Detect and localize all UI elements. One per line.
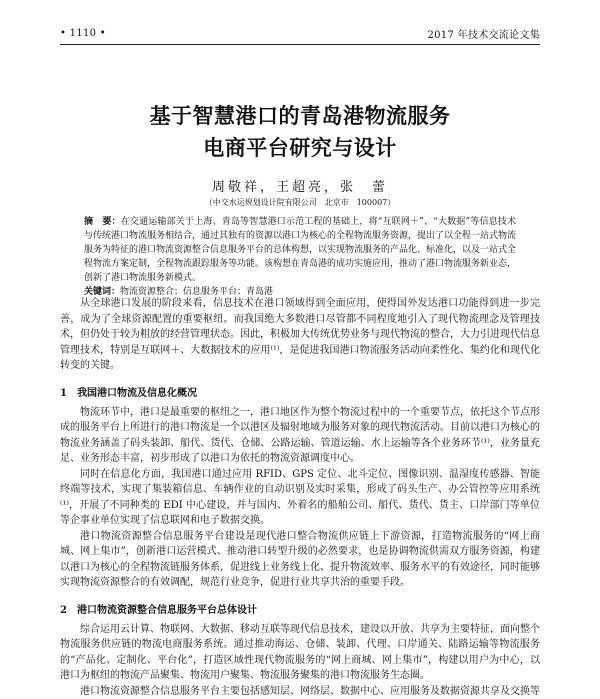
intro-paragraph: 从全球港口发展的阶段来看，信息技术在港口领域得到全面应用，使得国外发达港口功能得到进一步完善，成为了全球资源配置的重要枢纽。而我国绝大多数港口尽管都不同程度地引入了现代物流理念及管理技术，但仍处于较为粗放的经营管理状态。因此，积极加大传统优势业务与现代物流的整合，大力引进现代信息管理技术，特别是互联网＋、大数据技术的应用⁽¹⁾，是促进我国港口物流服务活动向柔性化、集约化和现代化转变的关键。 xyxy=(60,296,540,374)
section-1-paragraph: 物流环节中，港口是最重要的枢纽之一，港口地区作为整个物流过程中的一个重要节点，依托这个节点形成的服务平台上所进行的港口物流是一个以港区及辐射地域为服务对象的现代物流活动。目前以港口为核心的物流业务涵盖了码头装卸、船代、货代、仓储、公路运输、管道运输、水上运输等各个业务环节⁽¹⁾，业务量充足、业务形态丰富，初步形成了以港口为依托的物流资源调度中心。 xyxy=(60,405,540,467)
section-1-paragraph: 同时在信息化方面，我国港口通过应用 RFID、GPS 定位、北斗定位、图像识别、温湿度传感器、智能终端等技术，实现了集装箱信息、车辆作业的自动识别及实时采集，形成了码头生产、办公管控等应用系统⁽¹⁾，开展了不同种类的 EDI 中心建设，并与国内、外着名的船舶公司、船代、货代、货主、口岸部门等单位等企事业单位实现了信息联网和电子数据交换。 xyxy=(60,467,540,529)
section-2-heading: 2 港口物流资源整合信息服务平台总体设计 xyxy=(60,603,540,618)
page-number: • 1110 • xyxy=(60,28,106,39)
keywords-label: 关键词： xyxy=(84,287,120,297)
title-line-2: 电商平台研究与设计 xyxy=(60,132,540,164)
affiliation: （中交水运规划设计院有限公司 北京市 100007） xyxy=(60,197,540,208)
title-line-1: 基于智慧港口的青岛港物流服务 xyxy=(60,100,540,132)
section-2-paragraph: 综合运用云计算、物联网、大数据、移动互联等现代信息技术，建设以开放、共享为主要特征，面向整个物流服务供应链的物流电商服务系统。通过推动海运、仓储、装卸、代理、口岸通关、陆路运输等物流服务的“产品化、定制化、平台化”，打造区域性现代物流服务的“网上商城、网上集市”，构建以用户为中心，以港口为枢纽的物流产品聚集、物流用户聚集、物流服务聚集的港口物流服务生态圈。 xyxy=(60,622,540,684)
abstract xyxy=(84,215,516,285)
section-1-paragraph: 港口物流资源整合信息服务平台建设是现代港口整合物流供应链上下游资源，打造物流服务的“网上商城、网上集市”，创新港口运营模式、推动港口转型升级的必然要求，也是协调物流供需双方服务资源，构建以港口为核心的全程物流链服务体系，促进线上业务线上化、提升物流效率、服务水平的有效途径，同时能够实现物流资源整合的有效调配，规范行业竞争，促进行业共享共治的重要手段。 xyxy=(60,529,540,591)
journal-name: 2017 年技术交流论文集 xyxy=(427,26,540,41)
abstract-text: 在交通运输部关于上海、青岛等智慧港口示范工程的基础上，将“互联网＋”、“大数据”等信息技术与传统港口物流服务相结合，通过其独有的资源以港口为核心的全程物流服务资源，提出了以全程一站式物流服务为特征的港口物流资源整合信息服务平台的总体构想，以实现物流服务的产品化、标准化，以及一站式全程物流方案定制，全程物流跟踪服务等功能。该构想在青岛港的成功实施应用，推动了港口物流服务新业态，创新了港口物流服务新模式。 xyxy=(84,217,516,283)
section-2-paragraph: 港口物流资源整合信息服务平台主要包括感知层、网络层、数据中心、应用服务及数据资源共享及交换等 xyxy=(60,684,540,699)
paper-title xyxy=(60,100,540,164)
section-1-heading: 1 我国港口物流及信息化概况 xyxy=(60,386,540,401)
author-list: 周敬祥，王超亮，张 蕾 xyxy=(60,176,540,195)
running-header xyxy=(60,24,540,42)
body-text xyxy=(60,296,540,699)
abstract-block xyxy=(84,215,516,299)
abstract-label: 摘 要： xyxy=(84,217,121,227)
keywords-text: 物流资源整合；信息服务平台；青岛港 xyxy=(120,287,273,297)
header-rule xyxy=(60,44,540,45)
